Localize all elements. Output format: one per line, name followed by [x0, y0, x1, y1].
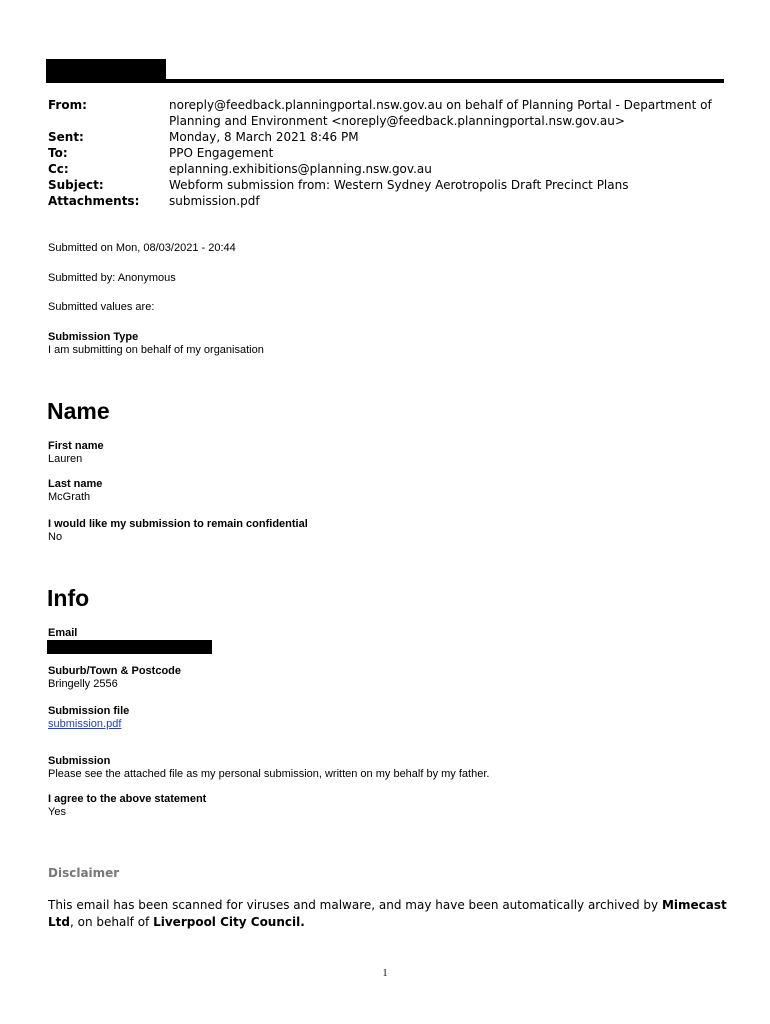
submission-file-label: Submission file: [48, 705, 130, 717]
sent-label: Sent:: [48, 130, 84, 144]
page-number: 1: [382, 968, 388, 979]
submission-type-field: [48, 331, 264, 357]
suburb-value: Bringelly 2556: [48, 678, 118, 690]
to-row: [48, 145, 728, 161]
email-field: [48, 627, 77, 640]
disclaimer-text-2: , on behalf of: [69, 915, 154, 929]
subject-row: [48, 177, 728, 193]
disclaimer-bold-1: Mimecast Ltd: [48, 898, 727, 929]
confidential-value: No: [48, 531, 63, 543]
submission-file-field: [48, 705, 129, 731]
first-name-value: Lauren: [48, 453, 83, 465]
subject-label: Subject:: [48, 178, 104, 192]
submission-file-link[interactable]: submission.pdf: [48, 718, 122, 730]
last-name-value: McGrath: [48, 491, 91, 503]
submitted-by: Submitted by: Anonymous: [48, 272, 176, 284]
submission-field: [48, 755, 489, 781]
attachments-label: Attachments:: [48, 194, 140, 208]
sent-row: [48, 129, 728, 145]
suburb-field: [48, 665, 181, 691]
submitted-on: Submitted on Mon, 08/03/2021 - 20:44: [48, 242, 236, 254]
submission-type-label: Submission Type: [48, 331, 139, 343]
disclaimer-bold-2: Liverpool City Council.: [153, 915, 305, 929]
submission-value: Please see the attached file as my personal submission, written on my behalf by my father.: [48, 768, 490, 780]
confidential-field: [48, 518, 308, 544]
header-rule: [166, 79, 724, 83]
disclaimer-text-1: This email has been scanned for viruses and malware, and may have been automatically archived by: [48, 898, 662, 912]
from-label: From:: [48, 98, 87, 112]
subject-value: Webform submission from: Western Sydney Aerotropolis Draft Precinct Plans: [169, 178, 629, 192]
submitted-values: Submitted values are:: [48, 301, 155, 313]
to-label: To:: [48, 146, 68, 160]
from-row: [48, 97, 728, 129]
confidential-label: I would like my submission to remain confidential: [48, 518, 308, 530]
last-name-field: [48, 478, 102, 504]
cc-row: [48, 161, 728, 177]
email-header: [48, 97, 728, 209]
to-value: PPO Engagement: [169, 146, 274, 160]
info-heading: Info: [47, 585, 90, 611]
redaction-bar-email: [47, 640, 212, 654]
submission-label: Submission: [48, 755, 111, 767]
attachments-value: submission.pdf: [169, 194, 260, 208]
email-label: Email: [48, 627, 78, 639]
attachments-row: [48, 193, 728, 209]
sent-value: Monday, 8 March 2021 8:46 PM: [169, 130, 359, 144]
first-name-field: [48, 440, 104, 466]
cc-value: eplanning.exhibitions@planning.nsw.gov.au: [169, 162, 432, 176]
first-name-label: First name: [48, 440, 104, 452]
disclaimer-title: Disclaimer: [48, 866, 120, 880]
last-name-label: Last name: [48, 478, 103, 490]
name-heading: Name: [47, 398, 110, 424]
agree-field: [48, 793, 206, 819]
from-value: noreply@feedback.planningportal.nsw.gov.au on behalf of Planning Portal - Department of Planning and Environment <noreply@feedback.planningportal.nsw.gov.au>: [169, 98, 712, 128]
cc-label: Cc:: [48, 162, 69, 176]
redaction-bar-top: [46, 59, 166, 83]
submission-type-value: I am submitting on behalf of my organisation: [48, 344, 264, 356]
agree-label: I agree to the above statement: [48, 793, 207, 805]
disclaimer-text: [48, 897, 738, 931]
suburb-label: Suburb/Town & Postcode: [48, 665, 182, 677]
agree-value: Yes: [48, 806, 66, 818]
